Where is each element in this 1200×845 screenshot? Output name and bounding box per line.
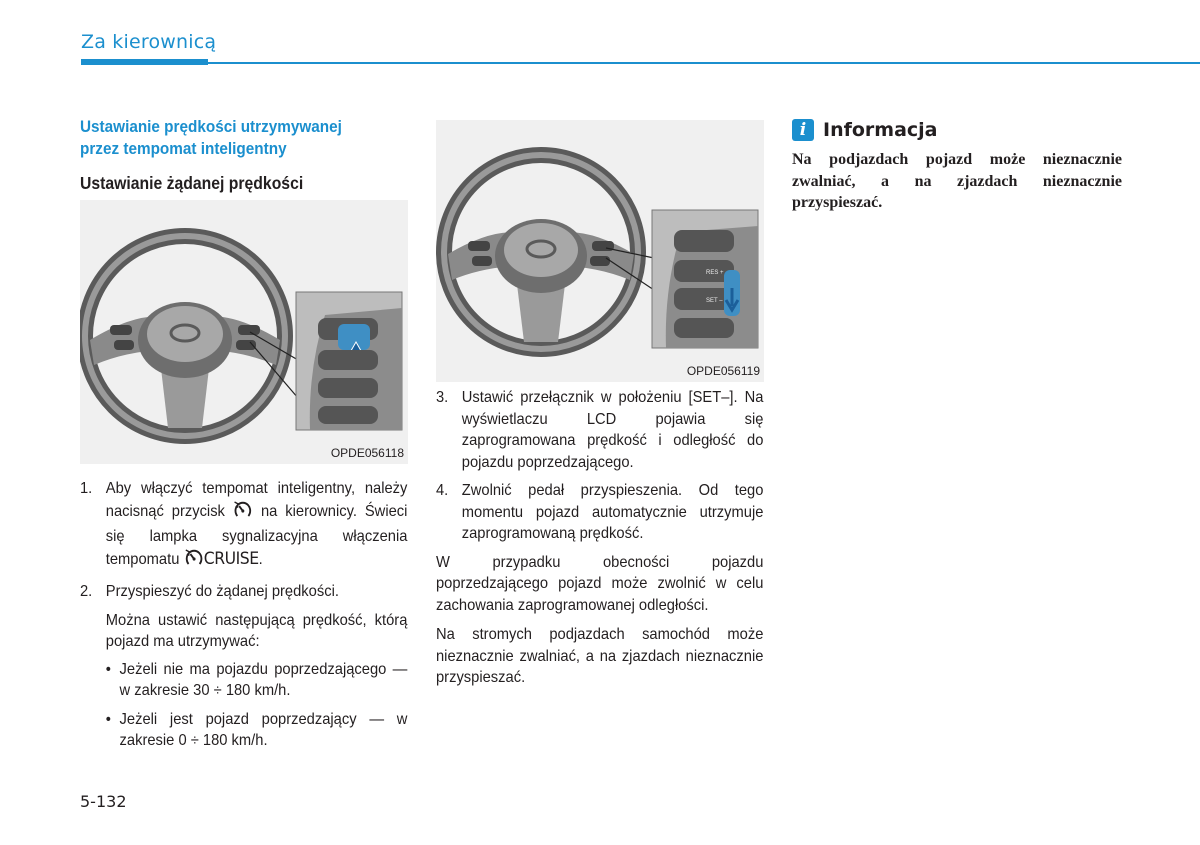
header-rule-accent xyxy=(81,59,208,65)
step-text: Aby włączyć tempomat inteligentny, należy nacisnąć przycisk xyxy=(105,480,408,520)
figure-code: OPDE056119 xyxy=(686,364,760,378)
info-box xyxy=(792,119,1122,214)
cruise-button-icon xyxy=(233,500,253,527)
info-title: Informacja xyxy=(823,119,938,141)
section-title: Ustawianie prędkości utrzymywanej przez tempomat inteligentny xyxy=(80,117,342,158)
step-text-cont: na kierownicy. Świeci się lampka sygnalizacyjna włączenia tempomatu xyxy=(105,502,408,568)
bullet-list xyxy=(80,659,407,752)
sub-title: Ustawianie żądanej prędkości xyxy=(80,173,304,193)
steering-wheel-illustration xyxy=(436,120,764,382)
res-label: RES + xyxy=(706,270,724,276)
list-item xyxy=(436,480,763,545)
info-header xyxy=(792,119,1122,141)
bullet-text: Jeżeli nie ma pojazdu poprzedzającego — w zakresie 30 ÷ 180 km/h. xyxy=(119,660,408,699)
step-number: 3. xyxy=(436,389,449,406)
steps-list xyxy=(436,387,763,545)
cruise-indicator-icon xyxy=(184,548,204,575)
step-text-end: . xyxy=(258,550,263,568)
step-number: 4. xyxy=(436,482,449,499)
list-item xyxy=(436,387,763,473)
paragraph: W przypadku obecności pojazdu poprzedzającego pojazd może zwolnić w celu zachowania zaprogramowanej odległości. xyxy=(436,553,764,614)
page-number: 5-132 xyxy=(80,792,127,811)
list-item xyxy=(106,709,408,752)
cruise-indicator-label: CRUISE xyxy=(203,548,259,569)
header-title: Za kierownicą xyxy=(81,31,217,53)
steps-list xyxy=(80,478,407,603)
list-item xyxy=(106,659,408,702)
step-text: Ustawić przełącznik w położeniu [SET–]. Na wyświetlaczu LCD pojawia się zaprogramowana prędkość i odległość do pojazdu poprzedzającego. xyxy=(461,389,764,471)
header-rule xyxy=(81,62,1200,64)
info-text: Na podjazdach pojazd może nieznacznie zwalniać, a na zjazdach nieznacznie przyspieszać. xyxy=(792,151,1122,211)
steering-wheel-illustration xyxy=(80,200,408,464)
bullet-icon: • xyxy=(105,660,111,678)
paragraph: Na stromych podjazdach samochód może nieznacznie zwalniać, a na zjazdach nieznacznie przyspieszać. xyxy=(436,626,764,686)
sub-paragraph: Można ustawić następującą prędkość, którą pojazd ma utrzymywać: xyxy=(105,611,408,650)
steering-wheel-figure-2 xyxy=(436,120,764,382)
set-label: SET – xyxy=(706,298,723,304)
list-item xyxy=(80,581,407,603)
left-column xyxy=(80,116,408,759)
step-text: Zwolnić pedał przyspieszenia. Od tego momentu pojazd automatycznie utrzymuje zaprogramowaną prędkość. xyxy=(461,482,764,542)
left-body xyxy=(80,478,407,752)
step-number: 2. xyxy=(80,583,93,600)
info-icon: i xyxy=(792,119,814,141)
middle-body xyxy=(436,387,763,689)
list-item xyxy=(80,478,407,574)
middle-column xyxy=(436,120,764,697)
bullet-icon: • xyxy=(105,710,111,728)
bullet-text: Jeżeli jest pojazd poprzedzający — w zakresie 0 ÷ 180 km/h. xyxy=(119,710,408,749)
steering-wheel-figure-1 xyxy=(80,200,408,464)
step-number: 1. xyxy=(80,480,93,497)
figure-code: OPDE056118 xyxy=(330,446,404,460)
step-text: Przyspieszyć do żądanej prędkości. xyxy=(105,583,339,600)
